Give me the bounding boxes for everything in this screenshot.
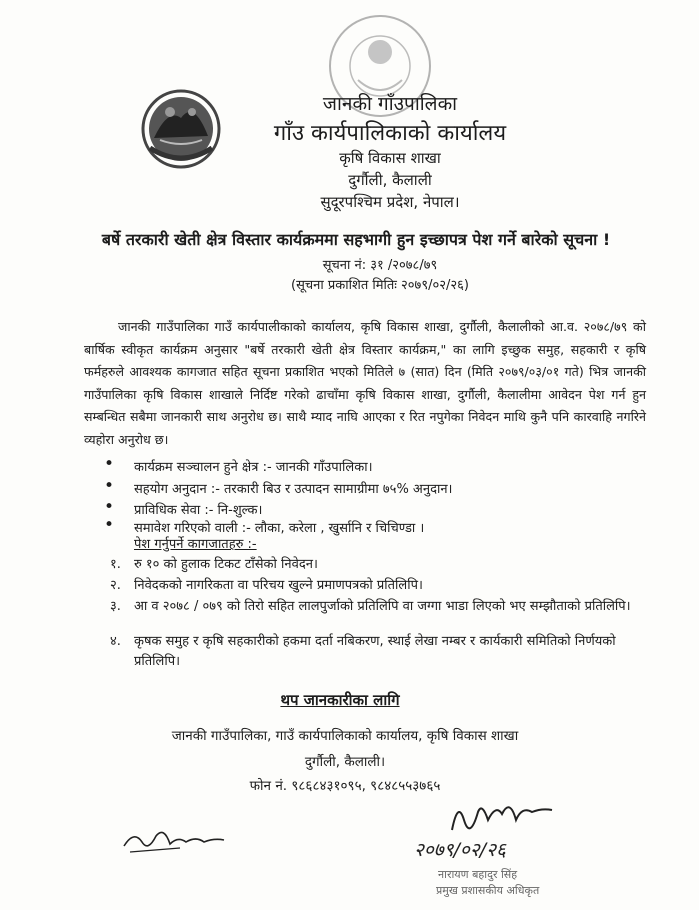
notice-page: जानकी गाँउपालिका गाँउ कार्यपालिकाको कार्यालय कृषि विकास शाखा दुर्गौली, कैलाली सुदूरपश्चिम प्रदेश, नेपाल। बर्षे तरकारी खेती क्षेत्र विस्तार कार्यक्रममा सहभागी हुन इच्छापत्र पेश गर्ने बारेको सूचना ! सूचना नं: ३१ /२०७८/७९ (सूचना प्रकाशित मितिः २०७९/०२/२६) जानकी गाउँपालिका गाउँ कार्यपालीकाको कार्यालय, कृषि विकास शाखा, दुर्गौली, कैलालीको आ.व. २०७८/७९ को बार्षिक स्वीकृत कार्यक्रम अनुसार "बर्षे तरकारी खेती क्षेत्र विस्तार कार्यक्रम," का लागि इच्छुक समुह, सहकारी र कृषि फर्महरुले आवश्यक कागजात सहित सूचना प्रकाशित भएको मितिले ७ (सात) दिन (मिति २०७९/०३/०१ गते) भित्र जानकी गाउँपालिका कृषि विकास शाखाले निर्दिष्ट गरेको ढाचाँमा कृषि विकास शाखा, दुर्गौली, कैलालीमा आवेदन पेश गर्न हुन सम्बन्धित सबैमा जानकारी साथ अनुरोध छ। साथै म्याद नाघि आएका र रित नपुगेका निवेदन माथि कुनै पनि कारवाहि नगरिने व्यहोरा अनुरोध छ। • कार्यक्रम सञ्चालन हुने क्षेत्र :- जानकी गाँउपालिका। • सहयोग अनुदान :- तरकारी बिउ र उत्पादन सामाग्रीमा ७५% अनुदान। • प्राविधिक सेवा :- नि-शुल्क। • समावेश गरिएको वाली :- लौका, करेला , खुर्सानि र चिचिण्डा । पेश गर्नुपर्ने कागजातहरु :- १. रु १० को हुलाक टिकट टाँसेको निवेदन। २. निवेदकको नागरिकता वा परिचय खुल्ने प्रमाणपत्रको प्रतिलिपि। ३. आ व २०७८ / ०७९ को तिरो सहित लालपुर्जाको प्रतिलिपि वा जग्गा भाडा लिएको भए सम्झौताको प्रतिलिपि। ४. कृषक समुह र कृषि सहकारीको हकमा दर्ता नबिकरण, स्थाई लेखा नम्बर र कार्यकारी समितिको निर्णयको प्रतिलिपि। थप जानकारीका लागि जानकी गाउँपालिका, गाउँ कार्यपालिकाको कार्यालय, कृषि विकास शाखा दुर्गौली, कैलाली। फोन नं. ९८६८४३१०९५, ९८४८५५३७६५ २०७९/०२/२६ नारायण बहादुर सिंह प्रमुख प्रशासकीय अधिकृत	[0, 0, 699, 910]
address-province: सुदूरपश्चिम प्रदेश, नेपाल।	[320, 193, 460, 211]
contact-phone: फोन नं. ९८६८४३१०९५, ९८४८५५३७६५	[249, 778, 441, 794]
contact-address: दुर्गौली, कैलाली।	[304, 754, 386, 770]
signatory-designation: प्रमुख प्रशासकीय अधिकृत	[436, 884, 540, 897]
notice-title: बर्षे तरकारी खेती क्षेत्र विस्तार कार्यक्रममा सहभागी हुन इच्छापत्र पेश गर्ने बारेको सूचना !	[101, 230, 611, 249]
address-district: दुर्गौली, कैलाली	[348, 171, 432, 189]
bullet-dot-icon: •	[104, 515, 115, 535]
notice-number: सूचना नं: ३१ /२०७८/७९	[322, 258, 438, 273]
signature-date: २०७९/०२/२६	[414, 839, 506, 861]
notice-date: (सूचना प्रकाशित मितिः २०७९/०२/२६)	[291, 278, 469, 293]
municipality-name: जानकी गाँउपालिका	[322, 93, 458, 115]
signatory-name: नारायण बहादुर सिंह	[438, 868, 518, 881]
notice-body: जानकी गाउँपालिका गाउँ कार्यपालीकाको कार्यालय, कृषि विकास शाखा, दुर्गौली, कैलालीको आ.व. २०७८/७९ को बार्षिक स्वीकृत कार्यक्रम अनुसार "बर्षे तरकारी खेती क्षेत्र विस्तार कार्यक्रम," का लागि इच्छुक समुह, सहकारी र कृषि फर्महरुले आवश्यक कागजात सहित सूचना प्रकाशित भएको मितिले ७ (सात) दिन (मिति २०७९/०३/०१ गते) भित्र जानकी गाउँपालिका कृषि विकास शाखाले निर्दिष्ट गरेको ढाचाँमा कृषि विकास शाखा, दुर्गौली, कैलालीमा आवेदन पेश गर्न हुन सम्बन्धित सबैमा जानकारी साथ अनुरोध छ। साथै म्याद नाघि आएका र रित नपुगेका निवेदन माथि कुनै पनि कारवाहि नगरिने व्यहोरा अनुरोध छ।	[84, 319, 646, 447]
officer-signature-icon	[392, 790, 592, 900]
documents-heading: पेश गर्नुपर्ने कागजातहरु :-	[134, 537, 257, 552]
bullet-dot-icon: •	[104, 476, 115, 496]
branch-name: कृषि विकास शाखा	[339, 149, 441, 167]
initial-signature-icon	[120, 822, 230, 858]
bullet-dot-icon: •	[104, 454, 115, 474]
office-name: गाँउ कार्यपालिकाको कार्यालय	[273, 121, 507, 146]
contact-heading: थप जानकारीका लागि	[280, 691, 400, 709]
contact-office: जानकी गाउँपालिका, गाउँ कार्यपालिकाको कार्यालय, कृषि विकास शाखा	[171, 728, 519, 744]
bullet-dot-icon: •	[104, 497, 115, 517]
